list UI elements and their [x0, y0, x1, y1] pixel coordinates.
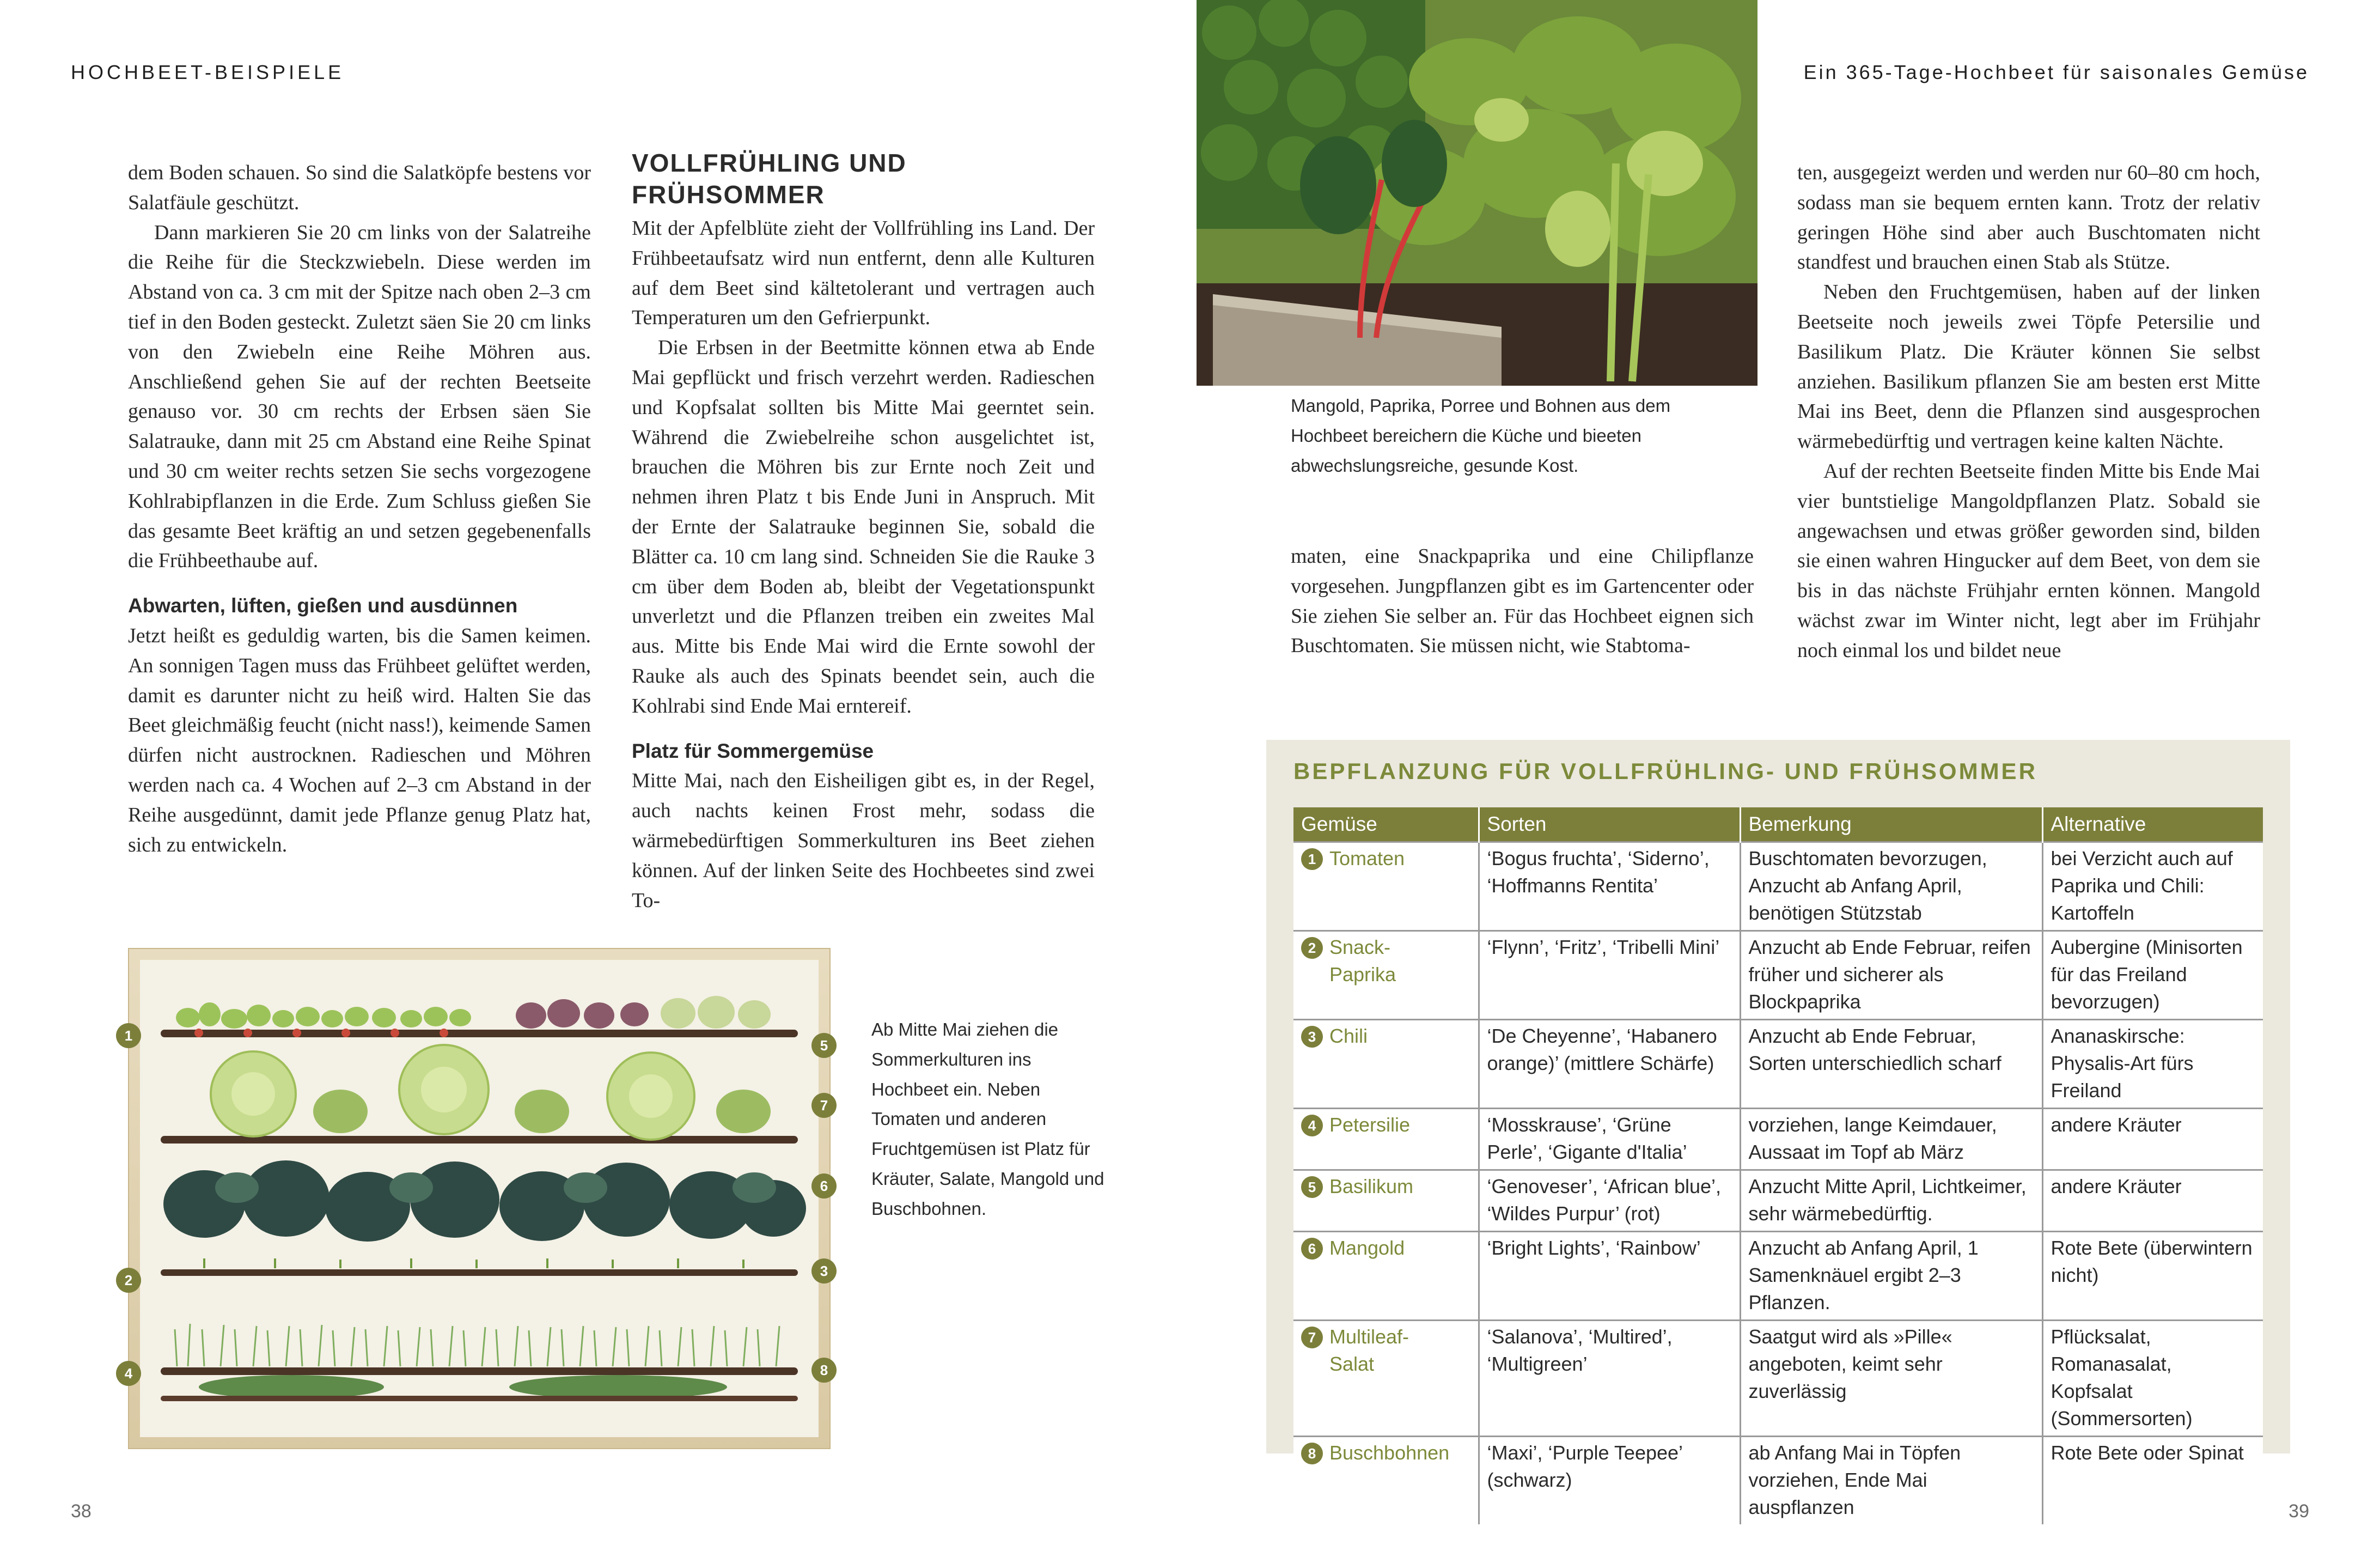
cell-alternative: bei Verzicht auch auf Paprika und Chili: Kartoffeln — [2042, 842, 2263, 931]
vegetable-name: Snack-Paprika — [1329, 936, 1396, 986]
table-row — [1293, 1109, 2263, 1170]
cell-sorten: ‘Bogus fruchta’, ‘Siderno’, ‘Hoffmanns Rentita’ — [1479, 842, 1740, 931]
cell-alternative: Ananaskirsche: Physalis-Art fürs Freiland — [2042, 1020, 2263, 1109]
cell-sorten: ‘Bright Lights’, ‘Rainbow’ — [1479, 1232, 1740, 1321]
row-number: 5 — [1301, 1176, 1323, 1198]
subheading: Abwarten, lüften, gießen und ausdünnen — [128, 594, 518, 617]
table-row — [1293, 1437, 2263, 1525]
cell-sorten: ‘Salanova’, ‘Multired’, ‘Multigreen’ — [1479, 1321, 1740, 1437]
text-column-3 — [1291, 542, 1754, 661]
marker-6: 6 — [811, 1173, 837, 1199]
planting-table-box — [1266, 740, 2290, 1518]
cell-vegetable — [1293, 931, 1479, 1020]
marker-3: 3 — [811, 1258, 837, 1284]
table-header-row — [1293, 807, 2263, 842]
row-number: 2 — [1301, 937, 1323, 959]
cell-vegetable — [1293, 842, 1479, 931]
paragraph: Die Erbsen in der Beetmitte können etwa ab Ende Mai gepflückt und frisch verzehrt werden. Radieschen und Kopfsalat sollten bis Mitte Mai geerntet sein. Während die Zwiebelreihe schon ausgelichtet ist, brauchen die Möhren bis zur Ernte noch Zeit und nehmen ihren Platz t bis Ende Juni in Anspruch. Mit der Ernte der Salatrauke beginnen Sie, sobald die Blätter ca. 10 cm lang sind. Schneiden Sie die Rauke 3 cm über dem Boden ab, bleibt der Vegetationspunkt unverletzt und die Pflanzen treiben ein zweites Mal aus. Mitte bis Ende Mai wird die Ernte sowohl der Rauke als auch des Spinats beendet sein, auch die Kohlrabi sind Ende Mai erntereif. — [632, 336, 1095, 717]
running-head-left: HOCHBEET-BEISPIELE — [71, 61, 345, 83]
cell-alternative: Pflücksalat, Romanasalat, Kopfsalat (Sommersorten) — [2042, 1321, 2263, 1437]
cell-bemerkung: Buschtomaten bevorzugen, Anzucht ab Anfang April, benötigen Stützstab — [1740, 842, 2042, 931]
table-row — [1293, 1020, 2263, 1109]
raised-bed-illustration — [124, 948, 831, 1449]
cell-sorten: ‘Flynn’, ‘Fritz’, ‘Tribelli Mini’ — [1479, 931, 1740, 1020]
planting-table — [1293, 807, 2263, 1524]
page-number-right: 39 — [2289, 1501, 2309, 1522]
marker-7: 7 — [811, 1093, 837, 1118]
row-number: 8 — [1301, 1443, 1323, 1464]
row-number: 7 — [1301, 1327, 1323, 1348]
cell-sorten: ‘Mosskrause’, ‘Grüne Perle’, ‘Gigante d'Italia’ — [1479, 1109, 1740, 1170]
cell-vegetable — [1293, 1232, 1479, 1321]
spacer — [128, 576, 591, 591]
paragraph: Neben den Fruchtgemüsen, haben auf der linken Beetseite noch jeweils zwei Töpfe Petersilie und Basilikum Platz. Die Kräuter können Sie selbst anziehen. Basilikum pflanzen Sie am besten erst Mitte Mai ins Beet, denn die Pflanzen sind ausgesprochen wärmebedürftig und vertragen keine kalten Nächte. — [1797, 281, 2260, 453]
column-header: Gemüse — [1293, 807, 1479, 842]
cell-bemerkung: ab Anfang Mai in Töpfen vorziehen, Ende Mai auspflanzen — [1740, 1437, 2042, 1525]
garden-photo — [1197, 0, 1757, 386]
table-row — [1293, 931, 2263, 1020]
running-head-right: Ein 365-Tage-Hochbeet für saisonales Gemüse — [1803, 61, 2309, 83]
paragraph: Mit der Apfelblüte zieht der Vollfrühling ins Land. Der Frühbeetaufsatz wird nun entfernt, denn alle Kulturen auf dem Beet sind kältetolerant und vertragen auch Temperaturen um den Gefrierpunkt. — [632, 217, 1095, 330]
column-header: Alternative — [2042, 807, 2263, 842]
row-number: 6 — [1301, 1238, 1323, 1260]
cell-vegetable — [1293, 1170, 1479, 1232]
page-number-left: 38 — [71, 1501, 91, 1522]
table-row — [1293, 1232, 2263, 1321]
paragraph: Mitte Mai, nach den Eisheiligen gibt es, in der Regel, auch nachts keinen Frost mehr, sodass die wärmebedürftigen Sommerkulturen ins Beet ziehen können. Auf der linken Seite des Hochbeetes sind zwei To- — [632, 769, 1095, 912]
cell-vegetable — [1293, 1321, 1479, 1437]
cell-alternative: Rote Bete oder Spinat — [2042, 1437, 2263, 1525]
table-title: BEPFLANZUNG FÜR VOLLFRÜHLING- UND FRÜHSOMMER — [1293, 758, 2037, 784]
vegetable-name: Petersilie — [1329, 1114, 1411, 1136]
section-heading: VOLLFRÜHLING UND FRÜHSOMMER — [632, 149, 907, 209]
cell-vegetable — [1293, 1020, 1479, 1109]
table-row — [1293, 1170, 2263, 1232]
text-column-4 — [1797, 158, 2260, 666]
cell-bemerkung: Anzucht ab Ende Februar, Sorten unterschiedlich scharf — [1740, 1020, 2042, 1109]
marker-2: 2 — [116, 1268, 141, 1293]
vegetable-name: Multileaf-Salat — [1329, 1325, 1409, 1375]
raised-bed-photo — [1197, 0, 1757, 386]
marker-4: 4 — [116, 1361, 141, 1386]
column-header: Sorten — [1479, 807, 1740, 842]
marker-1: 1 — [116, 1023, 141, 1048]
paragraph: Jetzt heißt es geduldig warten, bis die Samen keimen. An sonnigen Tagen muss das Frühbeet gelüftet werden, damit es darunter nicht zu heiß wird. Halten Sie das Beet gleichmäßig feucht (nicht nass!), keimende Samen dürfen nicht austrocknen. Radieschen und Möhren werden nach ca. 4 Wochen auf 2–3 cm Abstand in der Reihe ausgedünnt, damit jede Pflanze genug Platz hat, sich zu entwickeln. — [128, 624, 591, 856]
raised-bed-drawing — [128, 948, 831, 1449]
cell-bemerkung: Saatgut wird als »Pille« angeboten, keimt sehr zuverlässig — [1740, 1321, 2042, 1437]
text-column-1 — [128, 158, 591, 860]
vegetable-name: Basilikum — [1329, 1175, 1414, 1197]
cell-bemerkung: Anzucht ab Ende Februar, reifen früher und sicherer als Blockpaprika — [1740, 931, 2042, 1020]
cell-sorten: ‘De Cheyenne’, ‘Habanero orange)’ (mittlere Schärfe) — [1479, 1020, 1740, 1109]
text-column-2 — [632, 147, 1095, 915]
paragraph: ten, ausgegeizt werden und werden nur 60–80 cm hoch, sodass man sie bequem ernten kann. Trotz der relativ geringen Höhe sind aber auch Buschtomaten nicht standfest und brauchen einen Stab als Stütze. — [1797, 161, 2260, 274]
cell-alternative: Aubergine (Minisorten für das Freiland bevorzugen) — [2042, 931, 2263, 1020]
marker-5: 5 — [811, 1033, 837, 1058]
row-number: 1 — [1301, 848, 1323, 870]
paragraph: Dann markieren Sie 20 cm links von der Salatreihe die Reihe für die Steckzwiebeln. Diese werden im Abstand von ca. 3 cm mit der Spitze nach oben 2–3 cm tief in den Boden gesteckt. Zuletzt säen Sie 20 cm links von den Zwiebeln eine Reihe Möhren aus. Anschließend gehen Sie auf der rechten Beetseite genauso vor. 30 cm rechts der Erbsen säen Sie Salatrauke, dann mit 25 cm Abstand eine Reihe Spinat und 30 cm weiter rechts setzen Sie sechs vorgezogene Kohlrabipflanzen in die Erde. Zum Schluss gießen Sie das gesamte Beet kräftig an und setzen gegebenenfalls die Frühbeethaube auf. — [128, 221, 591, 573]
vegetable-name: Tomaten — [1329, 847, 1405, 869]
cell-sorten: ‘Genoveser’, ‘African blue’, ‘Wildes Purpur’ (rot) — [1479, 1170, 1740, 1232]
cell-alternative: Rote Bete (überwintern nicht) — [2042, 1232, 2263, 1321]
spacer — [632, 721, 1095, 737]
cell-vegetable — [1293, 1437, 1479, 1525]
subheading: Platz für Sommergemüse — [632, 739, 874, 762]
vegetable-name: Chili — [1329, 1025, 1368, 1047]
table-row — [1293, 842, 2263, 931]
row-number: 4 — [1301, 1115, 1323, 1136]
paragraph: dem Boden schauen. So sind die Salatköpfe bestens vor Salatfäule geschützt. — [128, 161, 591, 214]
cell-bemerkung: Anzucht ab Anfang April, 1 Samenknäuel ergibt 2–3 Pflanzen. — [1740, 1232, 2042, 1321]
illustration-caption: Ab Mitte Mai ziehen die Sommerkulturen ins Hochbeet ein. Neben Tomaten und anderen Fruchtgemüsen ist Platz für Kräuter, Salate, Mangold und Buschbohnen. — [871, 1019, 1104, 1219]
cell-alternative: andere Kräuter — [2042, 1170, 2263, 1232]
paragraph: Auf der rechten Beetseite finden Mitte bis Ende Mai vier buntstielige Mangoldpflanzen Platz. Sobald sie angewachsen und etwas größer geworden sind, bilden sie einen wahren Hingucker auf dem Beet, von dem sie bis in das nächste Frühjahr ernten können. Mangold wächst zwar im Winter nicht, legt aber im Frühjahr noch einmal los und bildet neue — [1797, 459, 2260, 662]
row-number: 3 — [1301, 1026, 1323, 1048]
vegetable-name: Buschbohnen — [1329, 1442, 1450, 1464]
cell-bemerkung: Anzucht Mitte April, Lichtkeimer, sehr wärmebedürftig. — [1740, 1170, 2042, 1232]
table-row — [1293, 1321, 2263, 1437]
cell-alternative: andere Kräuter — [2042, 1109, 2263, 1170]
cell-vegetable — [1293, 1109, 1479, 1170]
paragraph: maten, eine Snackpaprika und eine Chilipflanze vorgesehen. Jungpflanzen gibt es im Gartencenter oder Sie ziehen Sie selber an. Für das Hochbeet eignen sich Buschtomaten. Sie müssen nicht, wie Stabtoma- — [1291, 545, 1754, 658]
column-header: Bemerkung — [1740, 807, 2042, 842]
marker-8: 8 — [811, 1358, 837, 1383]
cell-bemerkung: vorziehen, lange Keimdauer, Aussaat im Topf ab März — [1740, 1109, 2042, 1170]
photo-caption: Mangold, Paprika, Porree und Bohnen aus dem Hochbeet bereichern die Küche und bieeten abwechslungsreiche, gesunde Kost. — [1291, 396, 1671, 476]
cell-sorten: ‘Maxi’, ‘Purple Teepee’ (schwarz) — [1479, 1437, 1740, 1525]
vegetable-name: Mangold — [1329, 1237, 1405, 1259]
